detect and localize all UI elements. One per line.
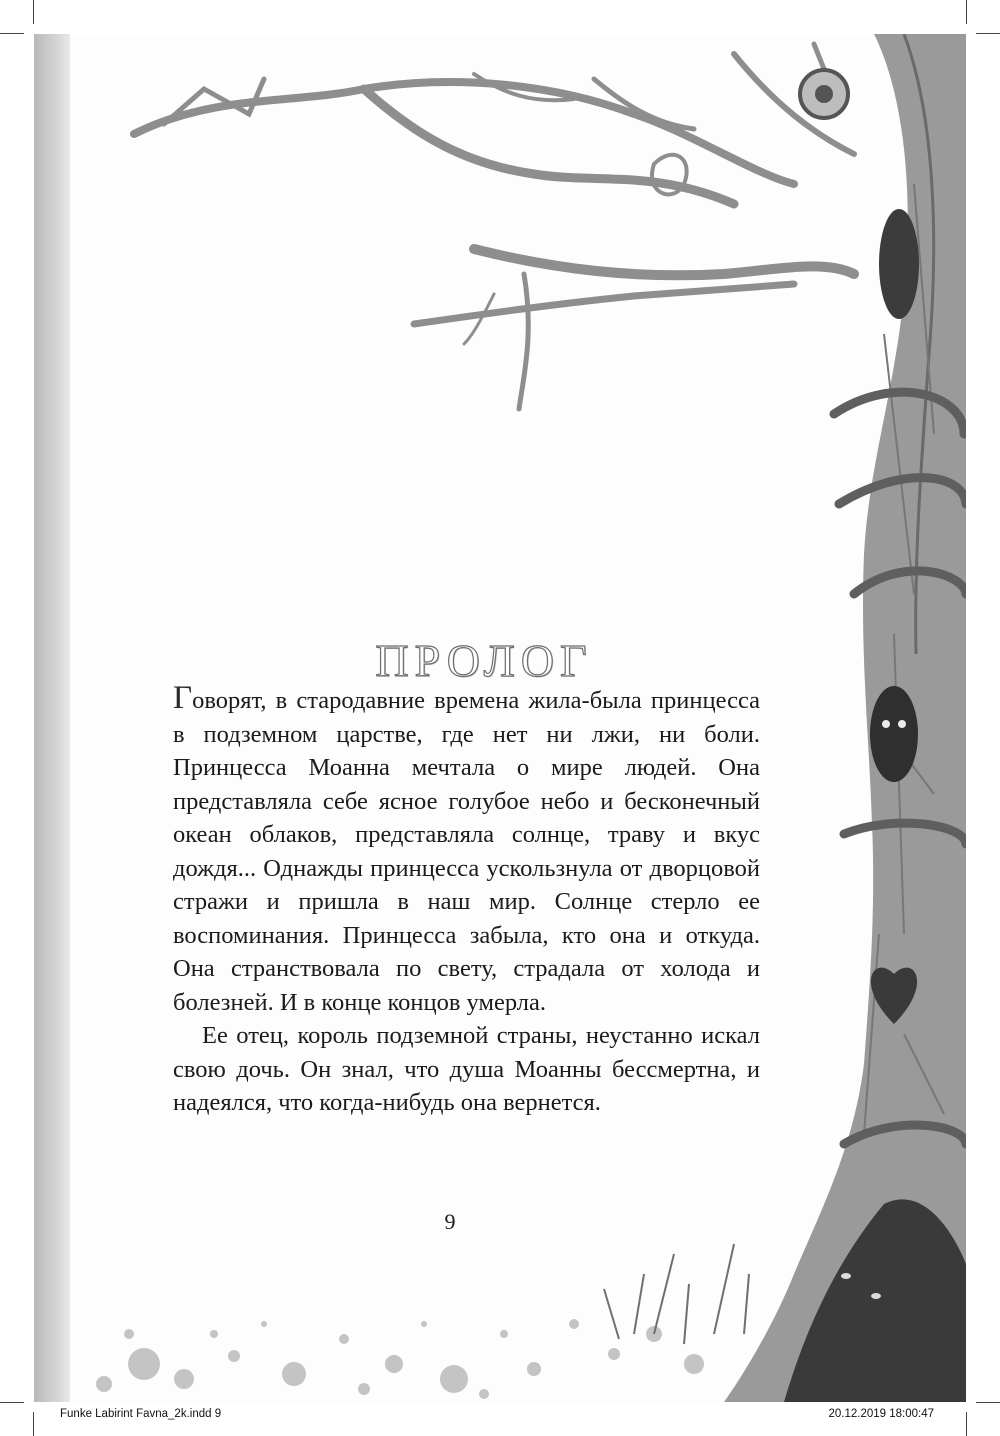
grass [604, 1244, 749, 1344]
chapter-title: ПРОЛОГ [375, 635, 593, 686]
ink-splatter [96, 1319, 704, 1399]
tree-hollow [879, 209, 919, 319]
branches [134, 44, 854, 409]
print-slug-timestamp: 20.12.2019 18:00:47 [828, 1408, 934, 1420]
crop-mark [33, 1412, 34, 1436]
drop-cap: Г [173, 680, 193, 716]
paragraph-1 [173, 680, 760, 1019]
crop-mark [0, 1402, 24, 1403]
tree-hollow-face [870, 686, 918, 782]
paragraph-2: Ее отец, король подземной страны, неустанно искал свою дочь. Он знал, что душа Моанны бессмертна, и надеялся, что когда-нибудь она вернется. [173, 1022, 760, 1116]
crop-mark [966, 0, 967, 24]
crop-mark [976, 1402, 1000, 1403]
crop-mark [966, 1412, 967, 1436]
crop-mark [976, 33, 1000, 34]
tree-trunk [724, 34, 966, 1402]
crop-mark [33, 0, 34, 24]
crop-mark [0, 33, 24, 34]
page-number: 9 [444, 1209, 456, 1234]
body-text [173, 680, 760, 1120]
print-slug-filename: Funke Labirint Favna_2k.indd 9 [60, 1408, 222, 1420]
paragraph-1-text: оворят, в стародавние времена жила-была принцесса в подземном царстве, где нет ни лжи, ни боли. Принцесса Моанна мечтала о мире людей. Она представляла себе ясное голубое небо и бесконечный океан облаков, представляла солнце, траву и вкус дождя... Однажды принцесса ускользнула от дворцовой стражи и пришла в наш мир. Солнце стерло ее воспоминания. Принцесса забыла, кто она и откуда. Она странствовала по свету, страдала от холода и болезней. И в конце концов умерла. [173, 687, 760, 1016]
